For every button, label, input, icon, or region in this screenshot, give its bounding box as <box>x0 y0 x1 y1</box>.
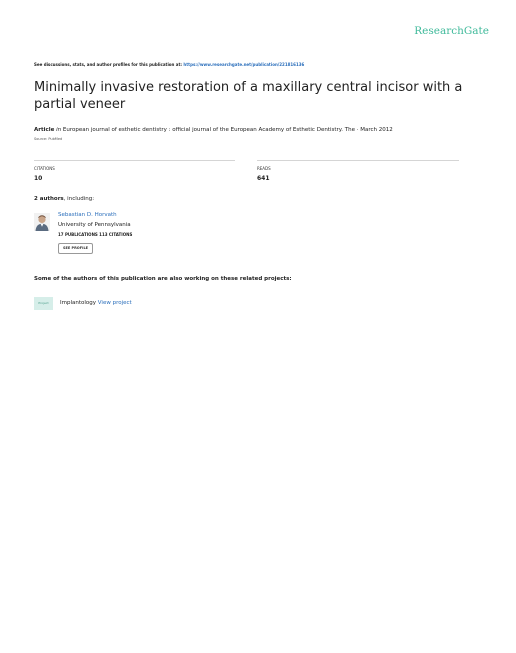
article-type-label: Article <box>34 127 55 133</box>
see-discussions-line <box>34 62 304 67</box>
authors-including: , including: <box>63 196 95 202</box>
reads-divider <box>257 160 459 161</box>
article-info-line <box>34 127 393 133</box>
view-project-link[interactable]: View project <box>97 300 132 306</box>
project-name: Implantology <box>60 300 97 306</box>
reads-value: 641 <box>257 175 270 182</box>
journal-name: European journal of esthetic dentistry : official journal of the European Academy of Esthetic Dentistry. The · March 2012 <box>62 127 393 133</box>
publication-url-link[interactable]: https://www.researchgate.net/publication/221816136 <box>183 62 305 67</box>
source-note: Source: PubMed <box>34 137 63 141</box>
author-avatar-icon[interactable] <box>34 213 50 231</box>
researchgate-logo[interactable]: ResearchGate <box>414 25 489 37</box>
see-profile-button[interactable]: SEE PROFILE <box>58 243 93 254</box>
see-discussions-text: See discussions, stats, and author profiles for this publication at: <box>34 62 183 67</box>
publication-title: Minimally invasive restoration of a maxillary central incisor with a partial veneer <box>34 80 463 112</box>
project-item <box>60 300 132 306</box>
reads-label: READS <box>257 166 271 171</box>
authors-heading <box>34 196 94 202</box>
article-in-label: in <box>56 127 62 133</box>
author-institution: University of Pennsylvania <box>58 222 131 228</box>
citations-value: 10 <box>34 175 43 182</box>
author-name-link[interactable]: Sebastian D. Horvath <box>58 212 117 218</box>
author-stats: 17 PUBLICATIONS 113 CITATIONS <box>58 232 133 237</box>
authors-count: 2 authors <box>34 196 64 202</box>
citations-divider <box>34 160 235 161</box>
citations-label: CITATIONS <box>34 166 55 171</box>
related-projects-heading: Some of the authors of this publication are also working on these related projects: <box>34 276 292 282</box>
project-icon: Project <box>34 297 53 310</box>
